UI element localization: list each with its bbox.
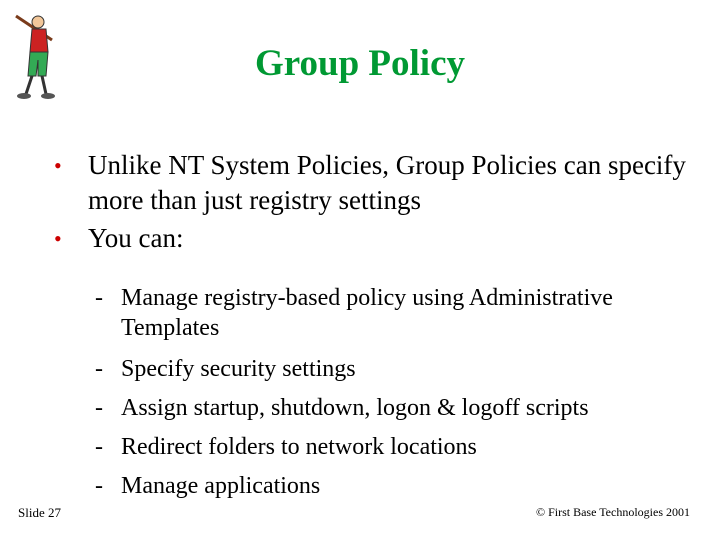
dash-icon: - (95, 395, 103, 421)
sub-bullet-item (95, 283, 695, 343)
sub-bullet-item (95, 393, 695, 423)
copyright-notice: © First Base Technologies 2001 (535, 505, 690, 519)
bullet-dot-icon: • (54, 226, 62, 251)
bullet-item (52, 221, 692, 256)
bullet-text: Unlike NT System Policies, Group Policies can specify more than just registry settings (88, 150, 686, 215)
sub-bullet-list (95, 283, 695, 512)
sub-bullet-text: Redirect folders to network locations (121, 434, 477, 460)
dash-icon: - (95, 434, 103, 460)
sub-bullet-text: Assign startup, shutdown, logon & logoff scripts (121, 395, 589, 421)
dash-icon: - (95, 356, 103, 382)
sub-bullet-text: Specify security settings (121, 356, 356, 382)
sub-bullet-text: Manage registry-based policy using Administrative Templates (121, 285, 613, 341)
sub-bullet-text: Manage applications (121, 473, 321, 499)
sub-bullet-item (95, 432, 695, 462)
slide-number: Slide 27 (18, 505, 61, 520)
bullet-item (52, 148, 692, 218)
bullet-list (52, 148, 692, 259)
bullet-dot-icon: • (54, 153, 62, 178)
dash-icon: - (95, 473, 103, 499)
dash-icon: - (95, 285, 103, 311)
sub-bullet-item (95, 471, 695, 501)
bullet-text: You can: (88, 223, 184, 253)
slide-title: Group Policy (254, 43, 466, 84)
sub-bullet-item (95, 354, 695, 384)
